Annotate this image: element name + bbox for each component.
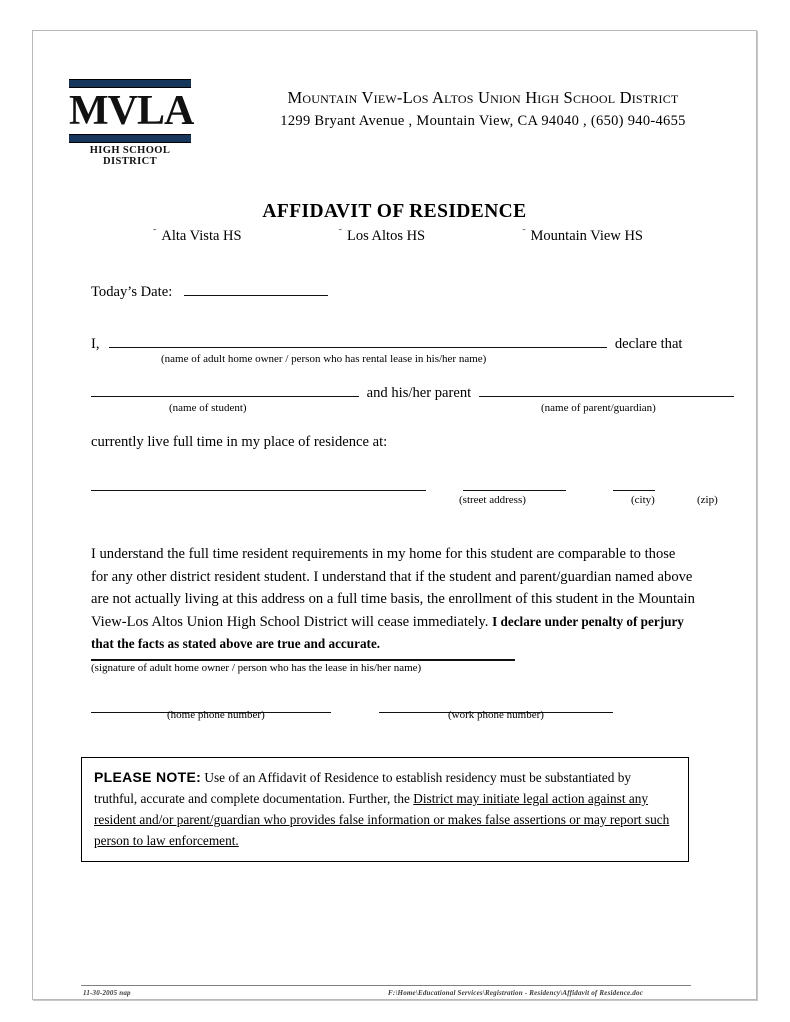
logo-bottom-bar — [69, 134, 191, 143]
mvla-logo — [69, 79, 194, 167]
school-options — [153, 228, 643, 245]
perjury-oath-text: I declare under penalty of perjury that the facts as stated above are true and accurate. — [91, 613, 684, 651]
student-parent-row — [91, 381, 734, 402]
city-caption: (city) — [631, 494, 655, 506]
address-row — [91, 475, 655, 496]
street-address-caption: (street address) — [459, 494, 526, 506]
home-phone-caption: (home phone number) — [167, 709, 265, 721]
student-name-input-line[interactable] — [91, 381, 359, 397]
zip-caption: (zip) — [697, 494, 718, 506]
parent-connector: and his/her parent — [366, 385, 472, 401]
district-name: Mountain View-Los Altos Union High School District — [287, 88, 679, 107]
school-option-label: Alta Vista HS — [161, 228, 242, 244]
declarant-name-caption: (name of adult home owner / person who has rental lease in his/her name) — [161, 353, 487, 365]
checkbox-icon[interactable]: ˜ — [338, 228, 342, 239]
signature-caption: (signature of adult home owner / person who has the lease in his/her name) — [91, 662, 422, 674]
school-option-alta-vista[interactable] — [153, 228, 242, 245]
district-heading — [223, 87, 743, 132]
checkbox-icon[interactable]: ˜ — [522, 228, 526, 239]
declarant-row — [91, 332, 682, 353]
page-frame — [32, 30, 757, 1000]
school-option-mountain-view[interactable] — [522, 228, 643, 245]
school-option-label: Mountain View HS — [530, 228, 643, 244]
work-phone-caption: (work phone number) — [448, 709, 544, 721]
please-note-emphasis: District may initiate legal action against any resident and/or parent/guardian who provides false information or makes false assertions or may report such person to law enforcement. — [94, 791, 670, 848]
footer-file-path: F:\Home\Educational Services\Registration - Residency\Affidavit of Residence.doc — [388, 989, 644, 997]
student-name-caption: (name of student) — [169, 402, 247, 414]
school-option-los-altos[interactable] — [339, 228, 426, 245]
residence-statement: currently live full time in my place of residence at: — [91, 434, 388, 450]
declarant-prefix: I, — [91, 336, 100, 352]
please-note-box — [81, 757, 689, 862]
declarant-suffix: declare that — [614, 336, 683, 352]
school-option-label: Los Altos HS — [346, 228, 426, 244]
district-address: 1299 Bryant Avenue , Mountain View, CA 94040 , (650) 940-4655 — [280, 113, 686, 129]
please-note-text: Use of an Affidavit of Residence to establish residency must be substantiated by truthful, accurate and complete documentation. Further, the — [94, 770, 632, 806]
checkbox-icon[interactable]: ˜ — [153, 228, 157, 239]
declarant-name-input-line[interactable] — [109, 332, 607, 348]
letterhead — [33, 75, 756, 167]
page-title: AFFIDAVIT OF RESIDENCE — [262, 201, 527, 222]
logo-subtitle: HIGH SCHOOL DISTRICT — [89, 145, 171, 167]
city-input-line[interactable] — [463, 475, 566, 491]
logo-wordmark: MVLA — [69, 88, 194, 134]
please-note-label: PLEASE NOTE: — [94, 769, 202, 785]
understanding-paragraph — [91, 543, 696, 656]
parent-name-input-line[interactable] — [479, 381, 734, 397]
footer-revision-date: 11-30-2005 nap — [83, 989, 131, 997]
zip-input-line[interactable] — [613, 475, 655, 491]
understanding-text: I understand the full time resident requirements in my home for this student are comparable to those for any other district resident student. I understand that if the student and parent/guardian named above are not actually living at this address on a full time basis, the enrollment of this student in the Mountain View-Los Altos Union High School District will cease immediately. — [91, 546, 695, 630]
footer-divider — [81, 985, 691, 986]
logo-top-bar — [69, 79, 191, 88]
date-input-line[interactable] — [184, 280, 328, 296]
parent-name-caption: (name of parent/guardian) — [541, 402, 656, 414]
street-address-input-line[interactable] — [91, 475, 426, 491]
date-label: Today’s Date: — [91, 284, 173, 300]
date-row — [91, 280, 328, 301]
